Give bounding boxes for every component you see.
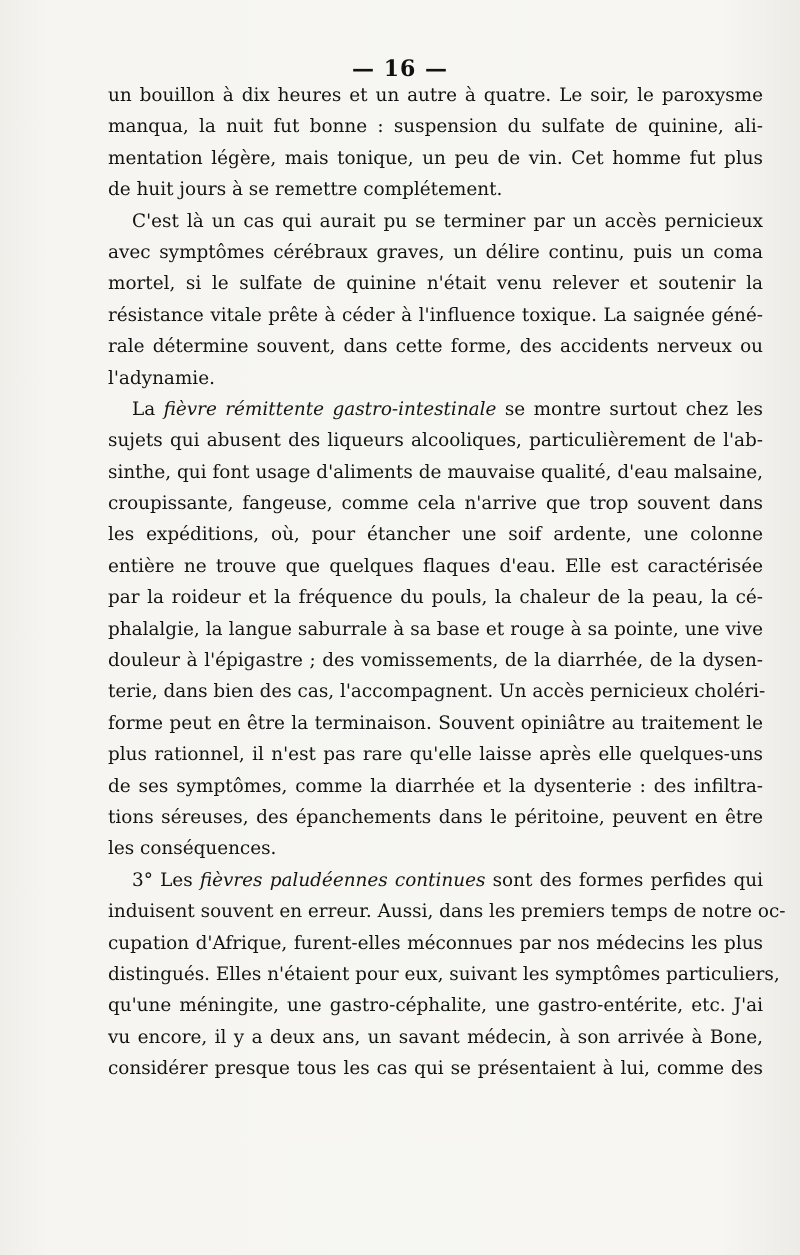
text-line: entière ne trouve que quelques flaques d'eau. Elle est caractérisée [108,555,763,577]
text-line: qu'une méningite, une gastro-céphalite, une gastro-entérite, etc. J'ai [108,995,763,1017]
text-line: résistance vitale prête à céder à l'influence toxique. La saignée géné- [108,304,763,326]
text-line [108,394,763,425]
page-number: — 16 — [352,56,448,82]
text-line: par la roideur et la fréquence du pouls, la chaleur de la peau, la cé- [108,587,763,609]
text-line: vu encore, il y a deux ans, un savant médecin, à son arrivée à Bone, [108,1026,763,1048]
italic-term: fièvre rémittente gastro-intestinale [163,398,497,420]
text-segment: La [132,398,164,420]
text-line: phalalgie, la langue saburrale à sa base et rouge à sa pointe, une vive [108,618,763,640]
text-line: rale détermine souvent, dans cette forme, des accidents nerveux ou [108,336,763,358]
text-line: de ses symptômes, comme la diarrhée et la dysenterie : des infiltra- [108,775,763,797]
text-segment: 3° Les [132,869,200,891]
text-line: induisent souvent en erreur. Aussi, dans les premiers temps de notre oc- [108,901,786,923]
text-line: terie, dans bien des cas, l'accompagnent. Un accès pernicieux choléri- [108,681,766,703]
text-line: les conséquences. [108,838,277,860]
text-line: tions séreuses, des épanchements dans le péritoine, peuvent en être [108,806,763,828]
body-text [108,80,786,1085]
text-line: considérer presque tous les cas qui se présentaient à lui, comme des [108,1058,763,1080]
text-line: douleur à l'épigastre ; des vomissements, de la diarrhée, de la dysen- [108,650,763,672]
text-line: forme peut en être la terminaison. Souvent opiniâtre au traitement le [108,712,763,734]
text-line: manqua, la nuit fut bonne : suspension du sulfate de quinine, ali- [108,116,763,138]
text-segment: se montre surtout chez les [496,398,763,420]
text-line: l'adynamie. [108,367,215,389]
text-line: sujets qui abusent des liqueurs alcooliques, particulièrement de l'ab- [108,430,763,452]
italic-term: fièvres paludéennes continues [199,869,486,891]
text-line: les expéditions, où, pour étancher une soif ardente, une colonne [108,524,763,546]
text-line: distingués. Elles n'étaient pour eux, suivant les symptômes particuliers, [108,963,780,985]
text-segment: sont des formes perfides qui [485,869,764,891]
text-line: plus rationnel, il n'est pas rare qu'elle laisse après elle quelques-uns [108,744,763,766]
text-line: mentation légère, mais tonique, un peu de vin. Cet homme fut plus [108,147,763,169]
text-line: mortel, si le sulfate de quinine n'était venu relever et soutenir la [108,273,763,295]
text-line: C'est là un cas qui aurait pu se terminer par un accès pernicieux [132,210,763,232]
text-line: avec symptômes cérébraux graves, un délire continu, puis un coma [108,241,763,263]
text-line: sinthe, qui font usage d'aliments de mauvaise qualité, d'eau malsaine, [108,461,763,483]
text-line: croupissante, fangeuse, comme cela n'arrive que trop souvent dans [108,493,763,515]
text-line: de huit jours à se remettre complétement. [108,179,503,201]
text-line: un bouillon à dix heures et un autre à quatre. Le soir, le paroxysme [108,85,763,106]
text-line [108,865,763,896]
text-line: cupation d'Afrique, furent-elles méconnues par nos médecins les plus [108,932,763,954]
